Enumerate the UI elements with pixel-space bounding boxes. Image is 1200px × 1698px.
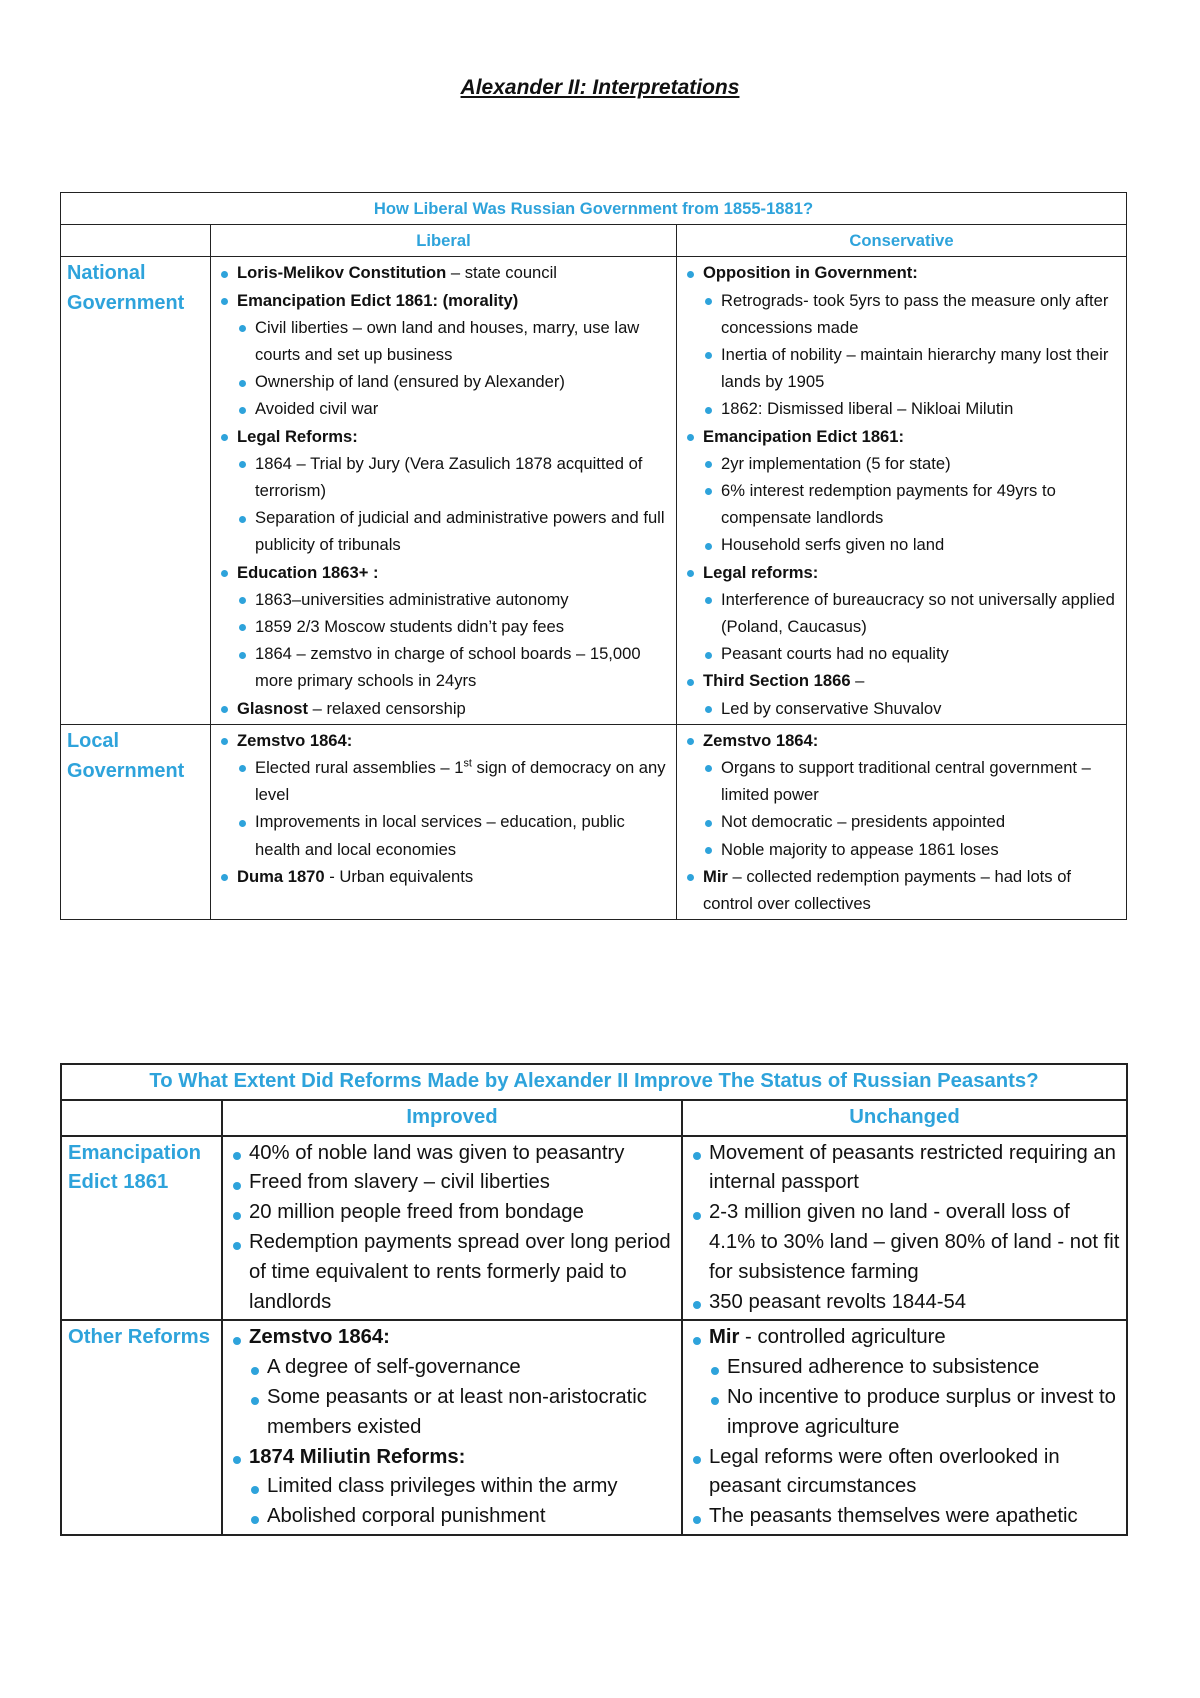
bullet-text: Inertia of nobility – maintain hierarchy many lost their lands by 1905	[721, 345, 1109, 392]
sub-bullet-item	[217, 395, 670, 422]
table1-row-label-local: Local Government	[61, 724, 211, 919]
sub-bullet-item	[229, 1502, 675, 1532]
bullet-text: 1864 – zemstvo in charge of school boards – 15,000 more primary schools in 24yrs	[255, 644, 641, 691]
bullet-item	[217, 559, 670, 586]
bullet-text: 1862: Dismissed liberal – Nikloai Milutin	[721, 399, 1014, 419]
bullet-heading: Emancipation Edict 1861: (morality)	[237, 290, 519, 310]
sub-bullet-item	[229, 1353, 675, 1383]
sub-bullet-item	[683, 695, 1120, 722]
bullet-text: Separation of judicial and administrative powers and full publicity of tribunals	[255, 508, 665, 555]
sub-bullet-item	[217, 314, 670, 368]
bullet-list	[689, 1323, 1120, 1532]
bullet-text: 350 peasant revolts 1844-54	[709, 1290, 967, 1313]
sub-bullet-item	[689, 1353, 1120, 1383]
bullet-text: Noble majority to appease 1861 loses	[721, 839, 999, 859]
bullet-text: Improvements in local services – education, public health and local economies	[255, 812, 625, 859]
sub-bullet-item	[217, 754, 670, 808]
sub-bullet-item	[217, 613, 670, 640]
bullet-list	[229, 1323, 675, 1532]
bullet-heading: Zemstvo 1864:	[249, 1326, 390, 1349]
bullet-heading: Duma 1870	[237, 866, 325, 886]
bullet-text: Legal reforms were often overlooked in peasant circumstances	[709, 1445, 1060, 1498]
bullet-text: Organs to support traditional central government – limited power	[721, 758, 1091, 805]
table2-header-improved: Improved	[222, 1100, 682, 1136]
bullet-item	[229, 1139, 675, 1169]
bullet-list	[683, 727, 1120, 917]
peasant-status-table	[60, 1063, 1128, 1536]
bullet-text: Elected rural assemblies – 1	[255, 758, 464, 778]
bullet-text: Ensured adherence to subsistence	[727, 1356, 1040, 1379]
bullet-text: 1863–universities administrative autonomy	[255, 589, 569, 609]
bullet-heading: 1874 Miliutin Reforms:	[249, 1445, 466, 1468]
sub-bullet-item	[217, 640, 670, 694]
table1-national-conservative-cell	[677, 257, 1127, 724]
table2-header-unchanged: Unchanged	[682, 1100, 1127, 1136]
bullet-text: – state council	[446, 263, 557, 283]
sub-bullet-item	[217, 808, 670, 862]
table2-row-label-other: Other Reforms	[61, 1320, 222, 1535]
sub-bullet-item	[683, 836, 1120, 863]
sub-bullet-item	[683, 640, 1120, 667]
sub-bullet-item	[689, 1383, 1120, 1443]
bullet-text: Interference of bureaucracy so not universally applied (Poland, Caucasus)	[721, 589, 1115, 637]
bullet-text: – collected redemption payments – had lots of control over collectives	[703, 866, 1072, 914]
sub-bullet-item	[683, 341, 1120, 395]
bullet-heading: Opposition in Government:	[703, 263, 918, 283]
bullet-list	[689, 1139, 1120, 1318]
bullet-text: Led by conservative Shuvalov	[721, 698, 942, 718]
sub-bullet-item	[683, 586, 1120, 640]
bullet-list	[217, 727, 670, 890]
bullet-item	[683, 259, 1120, 286]
table1-header-blank	[61, 225, 211, 257]
bullet-heading: Third Section 1866	[703, 671, 851, 691]
bullet-item	[229, 1323, 675, 1353]
bullet-heading: Legal reforms:	[703, 562, 819, 582]
table1-title: How Liberal Was Russian Government from 1855-1881?	[61, 193, 1127, 225]
bullet-text: Retrograds- took 5yrs to pass the measure only after concessions made	[721, 290, 1109, 337]
bullet-item	[689, 1288, 1120, 1318]
bullet-list	[683, 259, 1120, 721]
bullet-text: 1864 – Trial by Jury (Vera Zasulich 1878 acquitted of terrorism)	[255, 453, 643, 501]
bullet-item	[229, 1443, 675, 1473]
superscript: st	[463, 757, 472, 770]
bullet-item	[683, 667, 1120, 694]
bullet-heading: Glasnost	[237, 698, 309, 718]
bullet-text: Avoided civil war	[255, 399, 379, 419]
bullet-heading: Loris-Melikov Constitution	[237, 263, 447, 283]
sub-bullet-item	[217, 450, 670, 504]
bullet-item	[689, 1502, 1120, 1532]
bullet-text: Some peasants or at least non-aristocratic members existed	[267, 1385, 647, 1438]
bullet-heading: Education 1863+ :	[237, 562, 379, 582]
bullet-text: A degree of self-governance	[267, 1356, 521, 1379]
bullet-text: Civil liberties – own land and houses, marry, use law courts and set up business	[255, 317, 640, 365]
bullet-item	[217, 863, 670, 890]
bullet-heading: Mir	[703, 866, 728, 886]
bullet-text: Freed from slavery – civil liberties	[249, 1171, 550, 1194]
bullet-item	[683, 863, 1120, 917]
bullet-item	[217, 727, 670, 754]
bullet-item	[217, 423, 670, 450]
bullet-item	[229, 1198, 675, 1228]
bullet-item	[689, 1323, 1120, 1353]
table2-header-blank	[61, 1100, 222, 1136]
sub-bullet-item	[229, 1383, 675, 1443]
table1-national-liberal-cell	[211, 257, 677, 724]
bullet-list	[229, 1139, 675, 1318]
bullet-text: Limited class privileges within the army	[267, 1475, 618, 1498]
table1-local-conservative-cell	[677, 724, 1127, 919]
bullet-text: 6% interest redemption payments for 49yrs to compensate landlords	[721, 481, 1056, 528]
bullet-text: - controlled agriculture	[739, 1326, 946, 1349]
sub-bullet-item	[683, 754, 1120, 808]
bullet-item	[217, 695, 670, 722]
bullet-text: 2yr implementation (5 for state)	[721, 453, 951, 473]
bullet-text: 40% of noble land was given to peasantry	[249, 1141, 625, 1164]
bullet-text: The peasants themselves were apathetic	[709, 1505, 1078, 1528]
bullet-heading: Legal Reforms:	[237, 426, 358, 446]
bullet-text: – relaxed censorship	[308, 698, 466, 718]
bullet-text: No incentive to produce surplus or invest to improve agriculture	[727, 1385, 1116, 1438]
bullet-text: Movement of peasants restricted requiring an internal passport	[709, 1141, 1116, 1194]
bullet-item	[229, 1168, 675, 1198]
sub-bullet-item	[217, 504, 670, 558]
bullet-text: 20 million people freed from bondage	[249, 1201, 584, 1224]
bullet-heading: Zemstvo 1864:	[703, 730, 819, 750]
sub-bullet-item	[683, 450, 1120, 477]
bullet-text: Ownership of land (ensured by Alexander)	[255, 372, 565, 392]
bullet-heading: Emancipation Edict 1861:	[703, 426, 905, 446]
table2-emancipation-improved-cell	[222, 1136, 682, 1321]
bullet-item	[683, 559, 1120, 586]
table1-row-label-national: National Government	[61, 257, 211, 724]
bullet-text: sign of democracy on any level	[255, 758, 666, 805]
sub-bullet-item	[229, 1472, 675, 1502]
sub-bullet-item	[683, 287, 1120, 341]
bullet-item	[683, 423, 1120, 450]
sub-bullet-item	[683, 531, 1120, 558]
sub-bullet-item	[217, 586, 670, 613]
bullet-list	[217, 259, 670, 721]
sub-bullet-item	[683, 808, 1120, 835]
bullet-item	[689, 1139, 1120, 1199]
sub-bullet-item	[683, 395, 1120, 422]
table1-header-liberal: Liberal	[211, 225, 677, 257]
table1-header-conservative: Conservative	[677, 225, 1127, 257]
bullet-text: Not democratic – presidents appointed	[721, 812, 1006, 832]
sub-bullet-item	[217, 368, 670, 395]
table2-emancipation-unchanged-cell	[682, 1136, 1127, 1321]
bullet-item	[217, 259, 670, 286]
bullet-text: Household serfs given no land	[721, 535, 945, 555]
page-title: Alexander II: Interpretations	[460, 76, 740, 99]
bullet-text: Peasant courts had no equality	[721, 644, 949, 664]
table2-title: To What Extent Did Reforms Made by Alexander II Improve The Status of Russian Peasants?	[61, 1064, 1127, 1100]
bullet-heading: Mir	[709, 1326, 740, 1349]
bullet-text: –	[850, 671, 865, 691]
bullet-text: Redemption payments spread over long period of time equivalent to rents formerly paid to landlords	[249, 1230, 671, 1313]
bullet-text: Abolished corporal punishment	[267, 1505, 546, 1528]
bullet-text: 2-3 million given no land - overall loss of 4.1% to 30% land – given 80% of land - not fit for subsistence farming	[709, 1201, 1120, 1283]
bullet-item	[683, 727, 1120, 754]
bullet-item	[217, 287, 670, 314]
table2-other-unchanged-cell	[682, 1320, 1127, 1535]
table2-other-improved-cell	[222, 1320, 682, 1535]
bullet-text: - Urban equivalents	[324, 866, 474, 886]
bullet-item	[689, 1443, 1120, 1503]
bullet-item	[229, 1228, 675, 1317]
bullet-item	[689, 1198, 1120, 1287]
table1-local-liberal-cell	[211, 724, 677, 919]
sub-bullet-item	[683, 477, 1120, 531]
liberal-government-table	[60, 192, 1127, 920]
table2-row-label-emancipation: Emancipation Edict 1861	[61, 1136, 222, 1321]
bullet-heading: Zemstvo 1864:	[237, 730, 353, 750]
bullet-text: 1859 2/3 Moscow students didn’t pay fees	[255, 617, 565, 637]
